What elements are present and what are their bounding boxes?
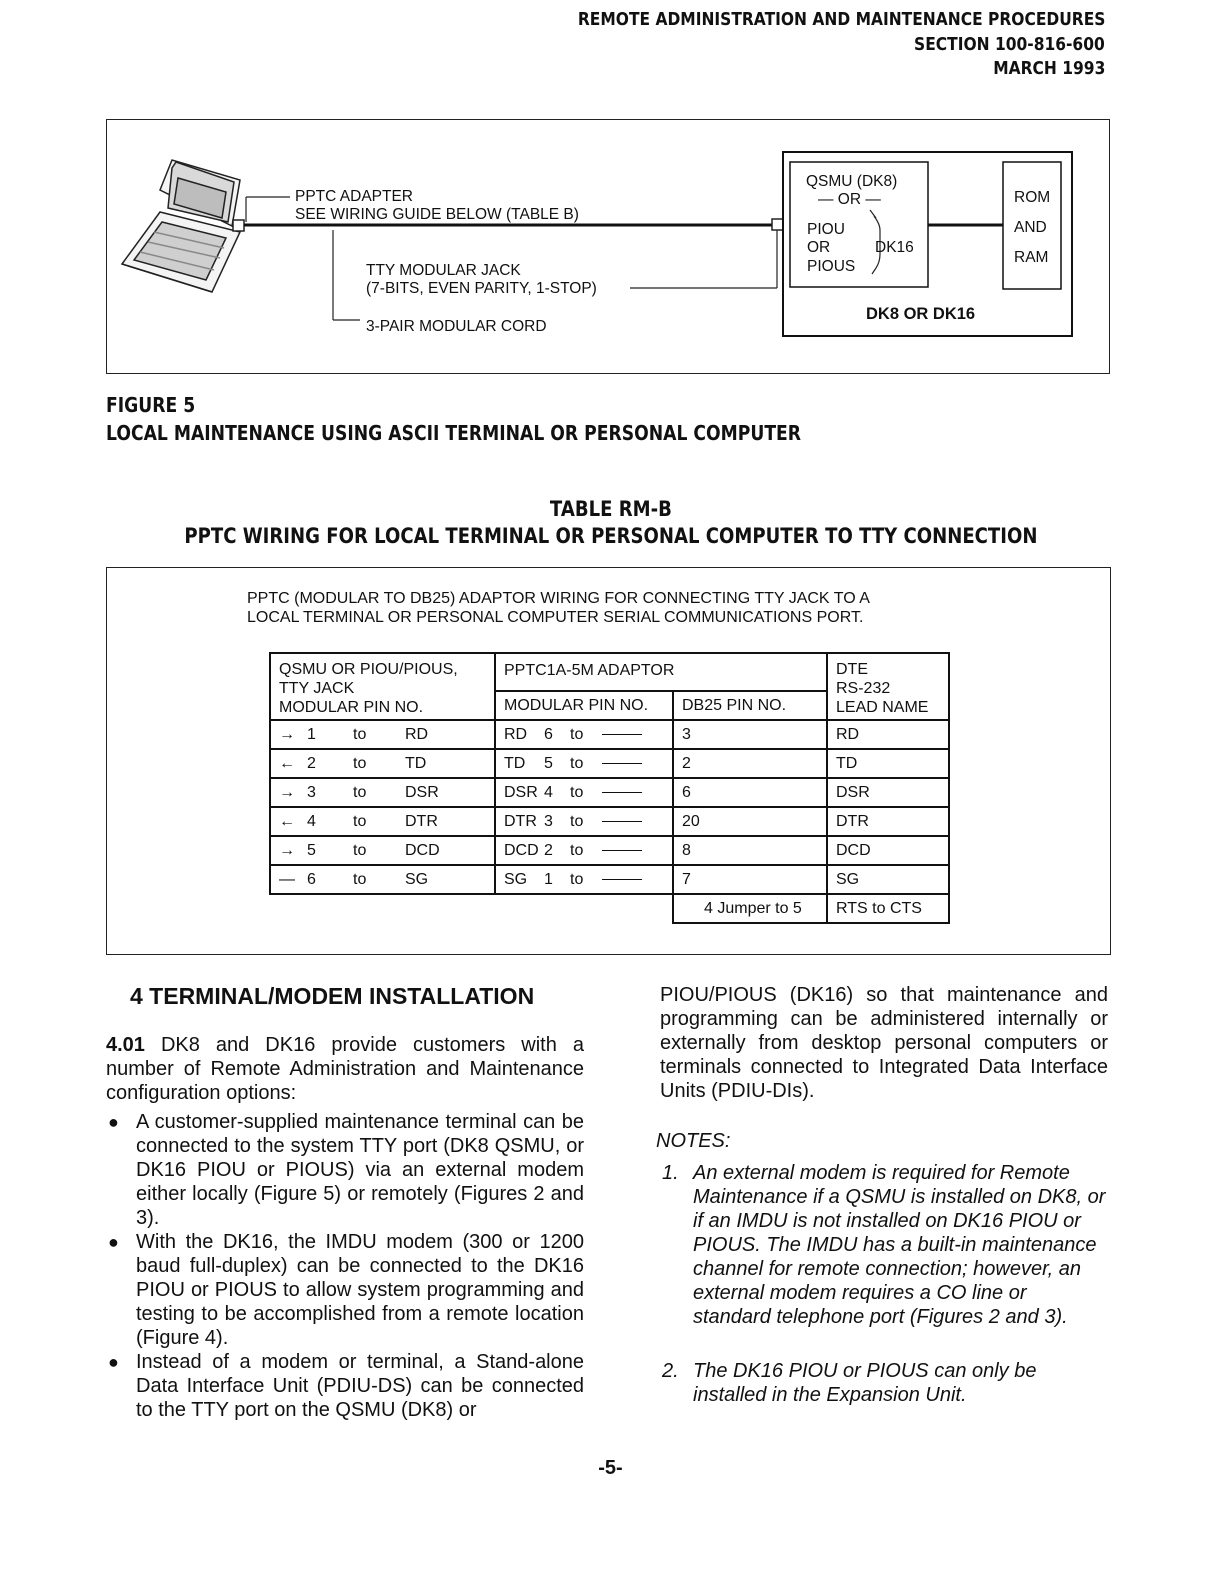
- table-intro: PPTC (MODULAR TO DB25) ADAPTOR WIRING FOR CONNECTING TTY JACK TO A LOCAL TERMINAL OR PERSONAL COMPUTER SERIAL COMMUNICATIONS PORT.: [247, 590, 870, 626]
- table-row: → 1 to RD RD 6 to 3 RD: [270, 720, 949, 749]
- figure-number: FIGURE 5: [106, 393, 196, 417]
- col-header-tty-jack: QSMU OR PIOU/PIOUS, TTY JACK MODULAR PIN NO.: [270, 653, 495, 720]
- table-row: → 5 to DCD DCD 2 to 8 DCD: [270, 836, 949, 865]
- col-header-dte: DTE RS-232 LEAD NAME: [827, 653, 949, 720]
- bullet-icon: ●: [108, 1232, 119, 1252]
- adapter-label: PPTC ADAPTER: [295, 188, 413, 205]
- table-title: PPTC WIRING FOR LOCAL TERMINAL OR PERSONAL COMPUTER TO TTY CONNECTION: [183, 524, 1038, 548]
- header-date: MARCH 1993: [992, 58, 1105, 79]
- adapter-connector-icon: [233, 220, 244, 231]
- arrow-left-icon: ←: [279, 812, 295, 830]
- arrow-right-icon: →: [279, 725, 295, 743]
- or-label: OR: [807, 239, 831, 256]
- arrow-right-icon: →: [279, 841, 295, 859]
- arrow-right-icon: →: [279, 783, 295, 801]
- arrow-left-icon: ←: [279, 754, 295, 772]
- figure-title: LOCAL MAINTENANCE USING ASCII TERMINAL OR PERSONAL COMPUTER: [106, 421, 802, 445]
- table-row: → 3 to DSR DSR 4 to 6 DSR: [270, 778, 949, 807]
- table-row: ← 4 to DTR DTR 3 to 20 DTR: [270, 807, 949, 836]
- laptop-icon: [122, 160, 240, 292]
- paragraph-4-01: 4.01 DK8 and DK16 provide customers with a number of Remote Administration and Maintenance configuration options:: [106, 1034, 584, 1104]
- bullet-item: ● With the DK16, the IMDU modem (300 or 1200 baud full-duplex) can be connected to the DK16 PIOU or PIOUS to allow system programming and testing to be accomplished from a remote location (Figure 4).: [108, 1231, 584, 1349]
- or-separator: — OR —: [818, 191, 881, 208]
- wiring-table: [269, 652, 950, 924]
- bullet-item: ● Instead of a modem or terminal, a Stand-alone Data Interface Unit (PDIU-DS) can be connected to the TTY port on the QSMU (DK8) or: [108, 1351, 584, 1421]
- tty-jack-connector-icon: [772, 219, 783, 230]
- col-header-modular-pin: MODULAR PIN NO.: [495, 691, 673, 720]
- tty-jack-settings: (7-BITS, EVEN PARITY, 1-STOP): [366, 280, 597, 297]
- notes-label: NOTES:: [656, 1130, 731, 1152]
- note-2: 2. The DK16 PIOU or PIOUS can only be installed in the Expansion Unit.: [662, 1360, 1037, 1406]
- dk-unit-label: DK8 OR DK16: [866, 305, 976, 323]
- qsmu-label: QSMU (DK8): [806, 173, 898, 190]
- section-title: 4 TERMINAL/MODEM INSTALLATION: [130, 983, 535, 1009]
- right-paragraph: PIOU/PIOUS (DK16) so that maintenance and programming can be administered internally or externally from desktop personal computers or terminals connected to Integrated Data Interface Units (PDIU-DIs).: [660, 984, 1108, 1102]
- ram-label: RAM: [1014, 249, 1049, 266]
- table-row: — 6 to SG SG 1 to 7 SG: [270, 865, 949, 894]
- bullet-icon: ●: [108, 1112, 119, 1132]
- page-number: -5-: [598, 1457, 623, 1479]
- header-title: REMOTE ADMINISTRATION AND MAINTENANCE PROCEDURES: [577, 9, 1105, 30]
- rom-label: ROM: [1014, 189, 1051, 206]
- tty-jack-label: TTY MODULAR JACK: [366, 262, 521, 279]
- header-section: SECTION 100-816-600: [914, 34, 1105, 55]
- piou-label: PIOU: [807, 221, 845, 238]
- bullet-item: ● A customer-supplied maintenance terminal can be connected to the system TTY port (DK8 QSMU, or DK16 PIOU or PIOUS) via an external modem either locally (Figure 5) or remotely (Figures 2 and 3).: [108, 1111, 584, 1229]
- table-row-jumper: 4 Jumper to 5 RTS to CTS: [270, 894, 949, 923]
- ground-dash-icon: —: [279, 870, 295, 888]
- dk16-label: DK16: [875, 239, 914, 256]
- note-1: 1. An external modem is required for Remote Maintenance if a QSMU is installed on DK8, or if an IMDU is not installed on DK16 PIOU or PIOUS. The IMDU has a built-in maintenance channel for remote connection; however, an external modem requires a CO line or standard telephone port (Figures 2 and 3).: [662, 1162, 1106, 1328]
- table-number: TABLE RM-B: [549, 497, 672, 521]
- cord-label: 3-PAIR MODULAR CORD: [366, 318, 547, 335]
- table-row: ← 2 to TD TD 5 to 2 TD: [270, 749, 949, 778]
- bullet-icon: ●: [108, 1352, 119, 1372]
- col-header-db25-pin: DB25 PIN NO.: [673, 691, 827, 720]
- and-label: AND: [1014, 219, 1047, 236]
- pious-label: PIOUS: [807, 258, 856, 275]
- col-header-adaptor: PPTC1A-5M ADAPTOR: [495, 653, 827, 691]
- adapter-sublabel: SEE WIRING GUIDE BELOW (TABLE B): [295, 206, 579, 223]
